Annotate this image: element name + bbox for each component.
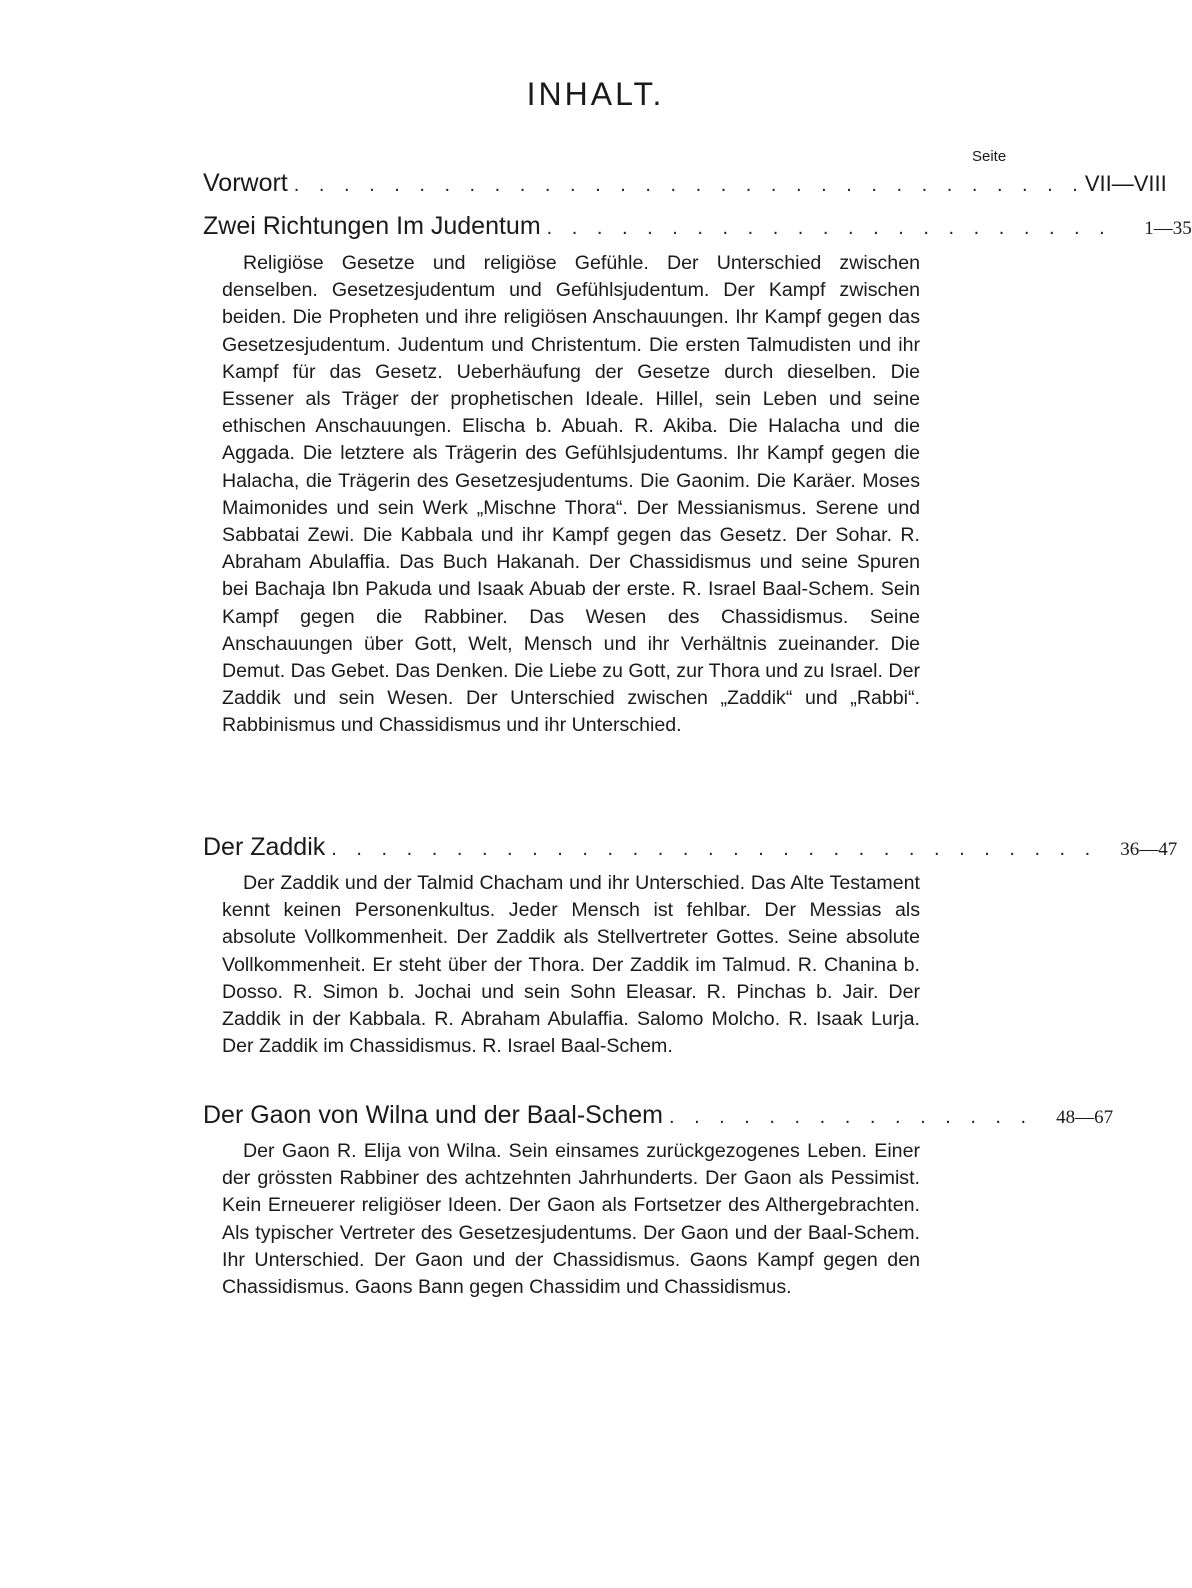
toc-entry-zwei-richtungen[interactable]	[203, 209, 1192, 243]
toc-entry-title: Der Zaddik	[203, 833, 326, 861]
toc-entry-title: Vorwort	[203, 169, 288, 197]
toc-entry-pages: 48—67	[1056, 1107, 1114, 1128]
toc-entry-vorwort[interactable]	[203, 166, 1167, 200]
dot-leader: . . . . . . . . . . . . . . . . . . . . . . . . . . . . . . . .	[293, 174, 1085, 196]
toc-entry-title: Zwei Richtungen Im Judentum	[203, 212, 541, 240]
toc-entry-pages: 1—35	[1144, 218, 1192, 239]
dot-leader: . . . . . . . . . . . . . . .	[668, 1106, 1034, 1128]
toc-entry-title: Der Gaon von Wilna und der Baal-Schem	[203, 1101, 663, 1129]
toc-entry-pages: 36—47	[1120, 839, 1178, 860]
dot-leader: . . . . . . . . . . . . . . . . . . . . . . .	[546, 217, 1112, 239]
toc-entry-summary: Religiöse Gesetze und religiöse Gefühle. Der Unterschied zwischen denselben. Gesetzesjudentum und Gefühlsjudentum. Der Kampf zwischen beiden. Die Propheten und ihre religiösen Anschauungen. Ihr Kampf gegen das Gesetzesjudentum. Judentum und Christentum. Die ersten Talmudisten und ihr Kampf für das Gesetz. Ueberhäufung der Gesetze durch dieselben. Die Essener als Träger der prophetischen Ideale. Hillel, sein Leben und seine ethischen Anschauungen. Elischa b. Abuah. R. Akiba. Die Halacha und die Aggada. Die letztere als Trägerin des Gefühlsjudentums. Ihr Kampf gegen die Halacha, die Trägerin des Gesetzesjudentums. Die Gaonim. Die Karäer. Moses Maimonides und sein Werk „Mischne Thora“. Der Messianismus. Serene und Sabbatai Zewi. Die Kabbala und ihr Kampf gegen das Gesetz. Der Sohar. R. Abraham Abulaffia. Das Buch Hakanah. Der Chassidismus und seine Spuren bei Bachaja Ibn Pakuda und Isaak Abuab der erste. R. Israel Baal-Schem. Sein Kampf gegen die Rabbiner. Das Wesen des Chassidismus. Seine Anschauungen über Gott, Welt, Mensch und ihr Verhältnis zueinander. Die Demut. Das Gebet. Das Denken. Die Liebe zu Gott, zur Thora und zu Israel. Der Zaddik und sein Wesen. Der Unterschied zwischen „Zaddik“ und „Rabbi“. Rabbinismus und Chassidismus und ihr Unterschied.	[222, 252, 920, 737]
toc-entry-summary: Der Gaon R. Elija von Wilna. Sein einsames zurückgezogenes Leben. Einer der grössten Rabbiner des achtzehnten Jahrhunderts. Der Gaon als Pessimist. Kein Erneuerer religiöser Ideen. Der Gaon als Fortsetzer des Althergebrachten. Als typischer Vertreter des Gesetzesjudentums. Der Gaon und der Baal-Schem. Ihr Unterschied. Der Gaon und der Chassidismus. Gaons Kampf gegen den Chassidismus. Gaons Bann gegen Chassidim und Chassidismus.	[222, 1140, 920, 1299]
toc-entry-pages: VII—VIII	[1084, 171, 1167, 196]
page-title: INHALT.	[526, 76, 665, 112]
dot-leader: . . . . . . . . . . . . . . . . . . . . . . . . . . . . . . .	[331, 838, 1098, 860]
page-column-label: Seite	[972, 148, 1007, 165]
toc-entry-gaon-von-wilna[interactable]	[203, 1098, 1114, 1132]
toc-entry-summary: Der Zaddik und der Talmid Chacham und ihr Unterschied. Das Alte Testament kennt keinen Personenkultus. Jeder Mensch ist fehlbar. Der Messias als absolute Vollkommenheit. Der Zaddik als Stellvertreter Gottes. Seine absolute Vollkommenheit. Er steht über der Thora. Der Zaddik im Talmud. R. Chanina b. Dosso. R. Simon b. Jochai und sein Sohn Eleasar. R. Pinchas b. Jair. Der Zaddik in der Kabbala. R. Abraham Abulaffia. Salomo Molcho. R. Isaak Lurja. Der Zaddik im Chassidismus. R. Israel Baal-Schem.	[222, 872, 920, 1058]
toc-entry-der-zaddik[interactable]	[203, 830, 1178, 864]
